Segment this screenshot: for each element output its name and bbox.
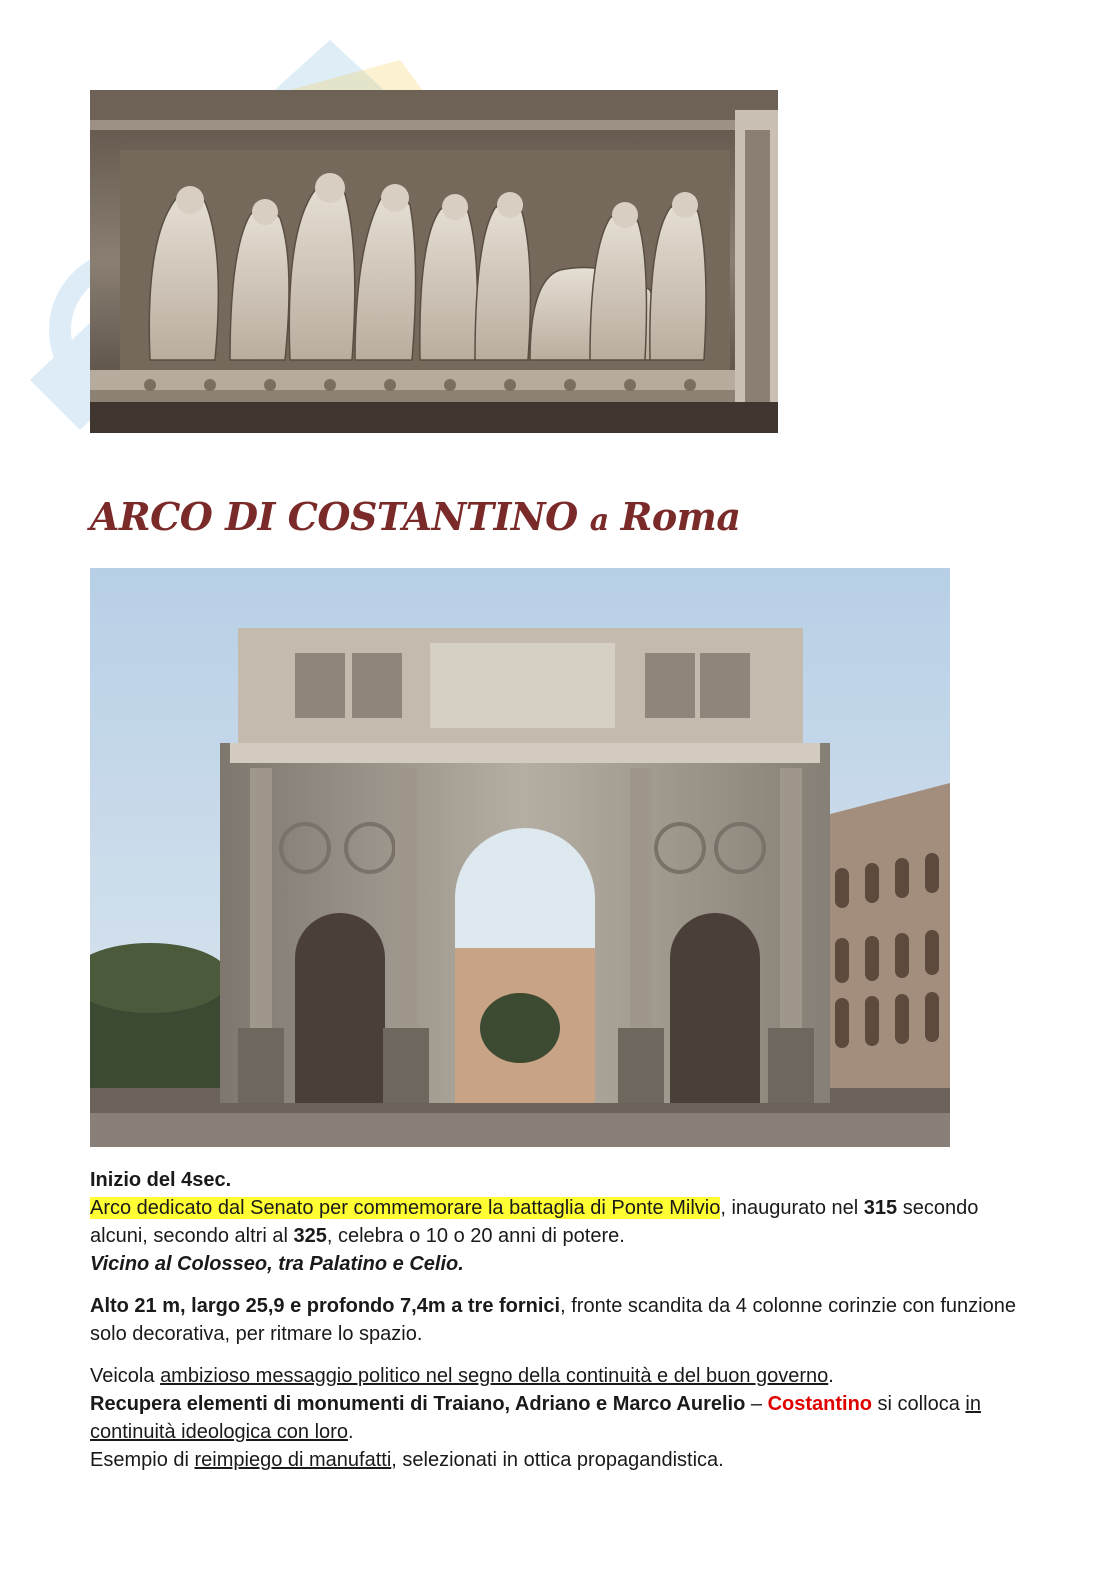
- recupera-bold: Recupera elementi di monumenti di Traiano, Adriano e Marco Aurelio: [90, 1393, 746, 1415]
- paragraph-message: [90, 1362, 1030, 1390]
- year-315: 315: [863, 1197, 898, 1219]
- dimensions-rest: , fronte scandita da 4 colonne corinzie con funzione solo decorativa, per ritmare lo spazio.: [90, 1295, 1016, 1345]
- text-propaganda: , selezionati in ottica propagandistica.: [391, 1449, 724, 1471]
- highlighted-dedication: Arco dedicato dal Senato per commemorare la battaglia di Ponte Milvio: [90, 1197, 721, 1219]
- text-period1: .: [828, 1365, 834, 1387]
- relief-photo: [90, 90, 778, 433]
- year-325: 325: [293, 1225, 327, 1247]
- paragraph-dimensions: [90, 1292, 1030, 1348]
- paragraph-period: [90, 1166, 1030, 1194]
- paragraph-dedication: [90, 1194, 1030, 1250]
- body-text: [90, 1166, 1030, 1474]
- paragraph-location: [90, 1250, 1030, 1278]
- costantino-red: Costantino: [767, 1393, 872, 1415]
- text-veicola: Veicola: [90, 1365, 161, 1387]
- paragraph-reimpiego: [90, 1446, 1030, 1474]
- arch-photo: [90, 568, 950, 1147]
- text-colloca: si colloca: [872, 1393, 966, 1415]
- paragraph-recupera: [90, 1390, 1030, 1446]
- title-connector: a: [589, 503, 609, 538]
- dimensions-bold: Alto 21 m, largo 25,9 e profondo 7,4m a tre fornici: [90, 1295, 561, 1317]
- underlined-message: ambizioso messaggio politico nel segno della continuità e del buon governo: [160, 1365, 829, 1387]
- text-inaugurated: , inaugurato nel: [720, 1197, 864, 1219]
- text-second: secondo alcuni, secondo altri al: [90, 1197, 979, 1247]
- location-text: Vicino al Colosseo, tra Palatino e Celio.: [90, 1253, 464, 1275]
- underlined-continuity: in continuità ideologica con loro: [90, 1393, 981, 1443]
- title-place: Roma: [620, 494, 741, 539]
- text-celebrates: , celebra o 10 o 20 anni di potere.: [326, 1225, 625, 1247]
- text-period2: .: [347, 1421, 354, 1443]
- page-title: [90, 494, 741, 539]
- text-esempio: Esempio di: [90, 1449, 195, 1471]
- title-main: ARCO DI COSTANTINO: [90, 494, 578, 539]
- underlined-reuse: reimpiego di manufatti: [194, 1449, 392, 1471]
- period-heading: Inizio del 4sec.: [90, 1169, 232, 1191]
- text-dash: –: [745, 1393, 768, 1415]
